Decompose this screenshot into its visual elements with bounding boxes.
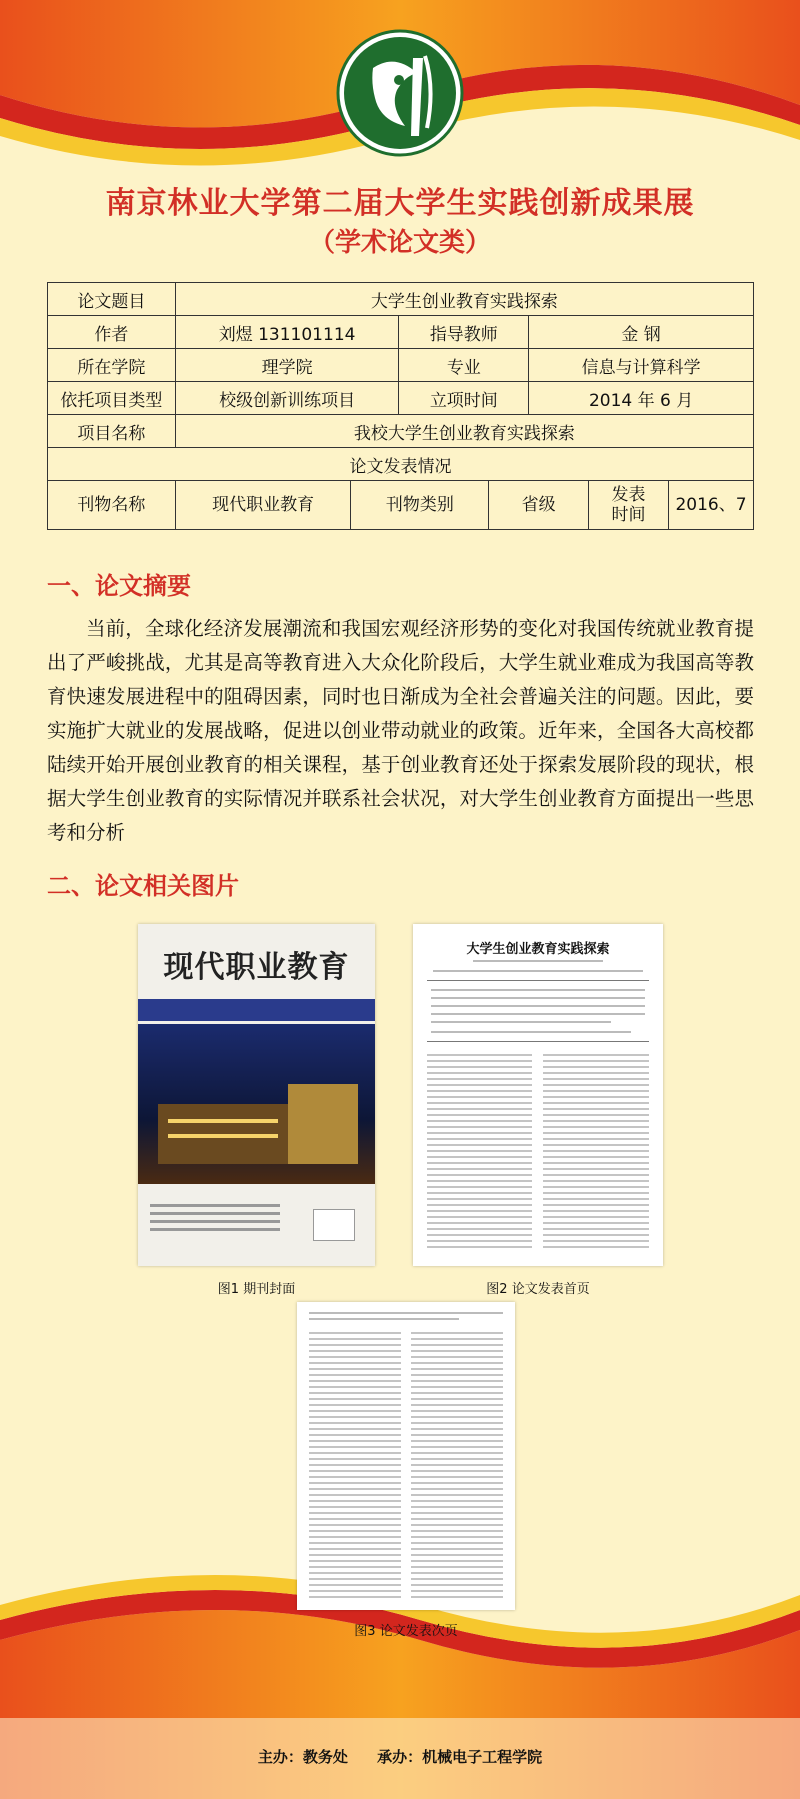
label-college: 所在学院: [48, 349, 176, 382]
value-advisor: 金 钢: [529, 316, 754, 349]
label-project-name: 项目名称: [48, 415, 176, 448]
value-author: 刘煜 131101114: [175, 316, 399, 349]
paper-first-page-image: [413, 924, 663, 1266]
label-project-date: 立项时间: [399, 382, 529, 415]
organizer-text: 主办：教务处: [257, 1748, 348, 1766]
figure1-caption: 图1 期刊封面: [217, 1282, 296, 1297]
label-author: 作者: [48, 316, 176, 349]
abstract-heading: 一、论文摘要: [47, 571, 191, 600]
value-project-name: 我校大学生创业教育实践探索: [175, 415, 753, 448]
label-advisor: 指导教师: [399, 316, 529, 349]
label-paper-title: 论文题目: [48, 283, 176, 316]
value-college: 理学院: [175, 349, 399, 382]
journal-cover-image: [138, 924, 375, 1266]
label-publish-time: 发表时间: [589, 481, 669, 530]
journal-cover-title: 现代职业教育: [163, 950, 350, 985]
value-journal-name: 现代职业教育: [175, 481, 351, 530]
value-major: 信息与计算科学: [529, 349, 754, 382]
publication-status-header: 论文发表情况: [48, 448, 754, 481]
footer-credits: [0, 1746, 800, 1767]
figure2-caption: 图2 论文发表首页: [486, 1282, 590, 1297]
figure3-caption: 图3 论文发表次页: [354, 1624, 458, 1639]
undertaker-text: 承办：机械电子工程学院: [377, 1748, 543, 1766]
figures-heading: 二、论文相关图片: [47, 871, 239, 900]
value-project-date: 2014 年 6 月: [529, 382, 754, 415]
label-journal-name: 刊物名称: [48, 481, 176, 530]
label-project-type: 依托项目类型: [48, 382, 176, 415]
exhibition-title: 南京林业大学第二届大学生实践创新成果展: [105, 186, 695, 221]
label-major: 专业: [399, 349, 529, 382]
value-journal-category: 省级: [489, 481, 589, 530]
university-logo: [335, 28, 465, 158]
value-project-type: 校级创新训练项目: [175, 382, 399, 415]
label-journal-category: 刊物类别: [351, 481, 489, 530]
abstract-text: 当前，全球化经济发展潮流和我国宏观经济形势的变化对我国传统就业教育提出了严峻挑战，尤其是高等教育进入大众化阶段后，大学生就业难成为我国高等教育快速发展进程中的阻碍因素，同时也日渐成为全社会普遍关注的问题。因此，要实施扩大就业的发展战略，促进以创业带动就业的政策。近年来，全国各大高校都陆续开始开展创业教育的相关课程，基于创业教育还处于探索发展阶段的现状，根据大学生创业教育的实际情况并联系社会状况，对大学生创业教育方面提出一些思考和分析: [47, 617, 754, 844]
value-publish-time: 2016、7: [668, 481, 753, 530]
exhibition-subtitle: （学术论文类）: [308, 228, 491, 258]
paper-info-table: [47, 282, 754, 530]
paper-second-page-image: [297, 1302, 515, 1610]
paper-first-page-title: 大学生创业教育实践探索: [466, 942, 610, 957]
value-paper-title: 大学生创业教育实践探索: [175, 283, 753, 316]
